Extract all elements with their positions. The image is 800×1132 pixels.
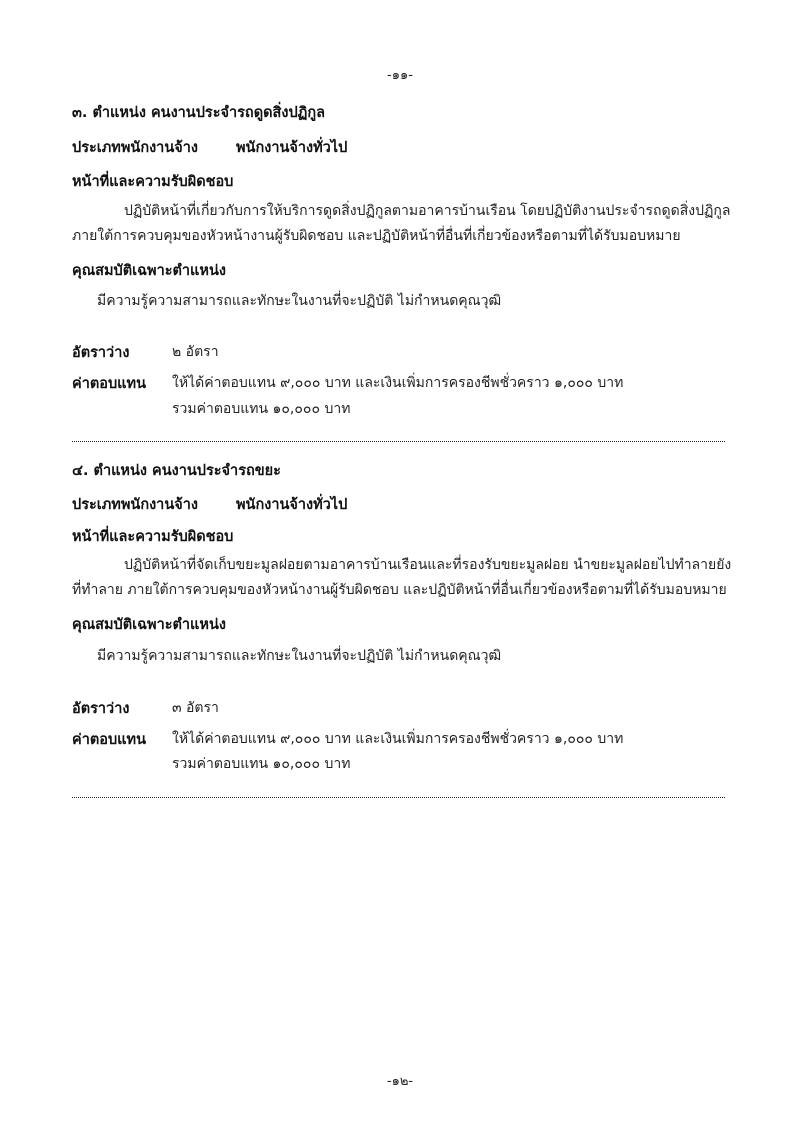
compensation-line-1: ให้ได้ค่าตอบแทน ๙,๐๐๐ บาท และเงินเพิ่มการครองชีพชั่วคราว ๑,๐๐๐ บาท — [172, 375, 624, 391]
dotted-divider — [72, 441, 725, 442]
compensation-line-2: รวมค่าตอบแทน ๑๐,๐๐๐ บาท — [172, 401, 351, 417]
duties-heading: หน้าที่และความรับผิดชอบ — [72, 174, 234, 190]
compensation-label: ค่าตอบแทน — [72, 376, 146, 392]
position-title: ๓. ตำแหน่ง คนงานประจำรถดูดสิ่งปฏิกูล — [72, 105, 326, 121]
page-number-bottom: -๑๒- — [386, 1074, 414, 1089]
compensation-line-2: รวมค่าตอบแทน ๑๐,๐๐๐ บาท — [172, 756, 351, 772]
dotted-divider — [72, 797, 725, 798]
vacancies-label: อัตราว่าง — [72, 701, 130, 717]
qualifications-heading: คุณสมบัติเฉพาะตำแหน่ง — [72, 617, 226, 633]
qualifications-text: มีความรู้ความสามารถและทักษะในงานที่จะปฏิบัติ ไม่กำหนดคุณวุฒิ — [97, 293, 502, 309]
page-number-top: -๑๑- — [387, 68, 413, 83]
qualifications-heading: คุณสมบัติเฉพาะตำแหน่ง — [72, 263, 226, 279]
position-title: ๔. ตำแหน่ง คนงานประจำรถขยะ — [72, 463, 281, 479]
duties-text: ปฏิบัติหน้าที่จัดเก็บขยะมูลฝอยตามอาคารบ้านเรือนและที่รองรับขยะมูลฝอย นำขยะมูลฝอยไปทำลายยังที่ทำลาย ภายใต้การควบคุมของหัวหน้างานผู้รับผิดชอบ และปฏิบัติหน้าที่อื่นเกี่ยวข้องหรือตามที่ได้รับมอบหมาย — [72, 557, 732, 598]
vacancies-value: ๒ อัตรา — [172, 344, 219, 360]
employee-type-value: พนักงานจ้างทั่วไป — [236, 140, 348, 156]
duties-text: ปฏิบัติหน้าที่เกี่ยวกับการให้บริการดูดสิ่งปฏิกูลตามอาคารบ้านเรือน โดยปฏิบัติงานประจำรถดูดสิ่งปฏิกูล ภายใต้การควบคุมของหัวหน้างานผู้รับผิดชอบ และปฏิบัติหน้าที่อื่นที่เกี่ยวข้องหรือตามที่ได้รับมอบหมาย — [72, 203, 731, 244]
qualifications-text: มีความรู้ความสามารถและทักษะในงานที่จะปฏิบัติ ไม่กำหนดคุณวุฒิ — [97, 648, 502, 664]
employee-type-value: พนักงานจ้างทั่วไป — [236, 497, 348, 513]
vacancies-label: อัตราว่าง — [72, 345, 130, 361]
employee-type-label: ประเภทพนักงานจ้าง — [72, 497, 198, 513]
compensation-label: ค่าตอบแทน — [72, 732, 146, 748]
vacancies-value: ๓ อัตรา — [172, 700, 219, 716]
duties-heading: หน้าที่และความรับผิดชอบ — [72, 529, 234, 545]
employee-type-label: ประเภทพนักงานจ้าง — [72, 140, 198, 156]
compensation-line-1: ให้ได้ค่าตอบแทน ๙,๐๐๐ บาท และเงินเพิ่มการครองชีพชั่วคราว ๑,๐๐๐ บาท — [172, 731, 624, 747]
